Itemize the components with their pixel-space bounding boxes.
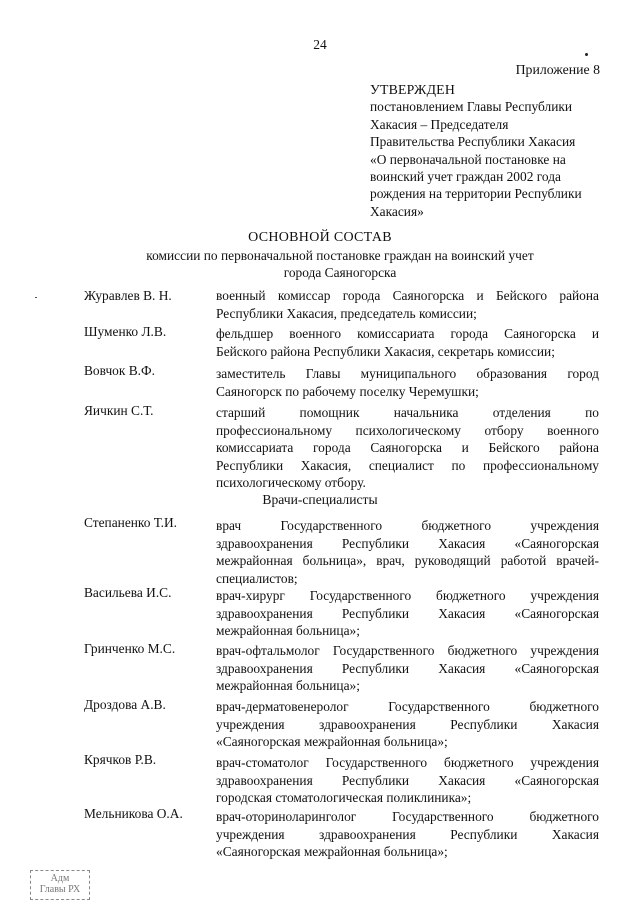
doctor-name: Гринченко М.С. [84, 641, 176, 656]
approval-line: «О первоначальной постановке на [370, 151, 566, 167]
member-role [216, 287, 599, 322]
role-line: врач-стоматолог Государственного бюджетного учреждения [216, 755, 599, 770]
member-name: Шуменко Л.В. [84, 324, 167, 339]
document-title: ОСНОВНОЙ СОСТАВ [248, 230, 392, 245]
registration-stamp [30, 870, 90, 900]
role-line: Саяногорск по рабочему поселку Черемушки; [216, 383, 479, 399]
role-line: врач-хирург Государственного бюджетного учреждения [216, 588, 599, 603]
role-line: учреждения здравоохранения Республики Хакасия [216, 716, 599, 732]
role-line: здравоохранения Республики Хакасия «Саяногорская [216, 605, 599, 621]
approval-line: Хакасия – Председателя [370, 116, 509, 132]
doctor-role [216, 642, 599, 695]
role-line: врач-дерматовенеролог Государственного бюджетного [216, 699, 599, 714]
doctor-name: Степаненко Т.И. [84, 515, 178, 530]
page-number: 24 [313, 37, 327, 52]
subtitle-line: комиссии по первоначальной постановке граждан на воинский учет [146, 248, 534, 263]
role-line: Республики Хакасия, председатель комиссии; [216, 305, 477, 321]
role-line: Республики Хакасия, специалист по профессиональному [216, 457, 599, 473]
member-name: Яичкин С.Т. [84, 403, 154, 418]
role-line: фельдшер военного комиссариата города Саяногорска и [216, 326, 599, 341]
section-heading: Врачи-специалисты [262, 492, 378, 507]
approval-line: Правительства Республики Хакасия [370, 134, 576, 150]
role-line: межрайонная больница»; [216, 678, 360, 694]
member-name: Вовчок В.Ф. [84, 363, 155, 378]
role-line: психологическому отбору. [216, 475, 366, 491]
role-line: здравоохранения Республики Хакасия «Саяногорская [216, 660, 599, 676]
doctor-name: Васильева И.С. [84, 585, 172, 600]
doctor-name: Дроздова А.В. [84, 697, 166, 712]
doctor-name: Мельникова О.А. [84, 806, 183, 821]
approval-line: постановлением Главы Республики [370, 99, 573, 115]
stamp-line: Главы РХ [39, 884, 81, 895]
role-line: профессиональному психологическому отбору военного [216, 422, 599, 438]
role-line: старший помощник начальника отделения по [216, 405, 599, 420]
role-line: комиссариата города Саяногорска и Бейского района [216, 440, 599, 456]
approval-line: воинский учет граждан 2002 года [370, 169, 561, 185]
member-role [216, 404, 599, 492]
role-line: «Саяногорская межрайонная больница»; [216, 734, 448, 750]
role-line: «Саяногорская межрайонная больница»; [216, 844, 448, 860]
approval-heading: УТВЕРЖДЕН [370, 82, 455, 97]
member-role [216, 325, 599, 360]
subtitle-line: города Саяногорска [283, 265, 397, 281]
role-line: учреждения здравоохранения Республики Хакасия [216, 826, 599, 842]
role-line: врач Государственного бюджетного учреждения [216, 518, 599, 533]
doctor-role [216, 517, 599, 587]
approval-line: рождения на территории Республики [370, 186, 582, 202]
doctor-name: Крячков Р.В. [84, 752, 157, 767]
role-line: врач-офтальмолог Государственного бюджетного учреждения [216, 643, 599, 658]
role-line: межрайонная больница», врач, руководящий работой врачей- [216, 553, 599, 569]
speck-mark [35, 297, 37, 298]
role-line: городская стоматологическая поликлиника»; [216, 790, 472, 806]
member-name: Журавлев В. Н. [84, 288, 172, 303]
member-role [216, 365, 599, 400]
role-line: военный комиссар города Саяногорска и Бейского района [216, 288, 599, 303]
doctor-role [216, 808, 599, 861]
speck-mark [585, 53, 588, 56]
role-line: здравоохранения Республики Хакасия «Саяногорская [216, 535, 599, 551]
doctor-role [216, 698, 599, 751]
role-line: здравоохранения Республики Хакасия «Саяногорская [216, 772, 599, 788]
approval-block [370, 81, 608, 220]
doctor-role [216, 587, 599, 640]
stamp-line: Адм [50, 873, 70, 884]
appendix-label: Приложение 8 [515, 62, 600, 77]
document-subtitle [0, 247, 640, 281]
role-line: Бейского района Республики Хакасия, секретарь комиссии; [216, 343, 555, 359]
approval-line: Хакасия» [370, 203, 424, 219]
role-line: специалистов; [216, 570, 298, 586]
doctor-role [216, 754, 599, 807]
role-line: заместитель Главы муниципального образования город [216, 366, 599, 381]
role-line: межрайонная больница»; [216, 623, 360, 639]
role-line: врач-оториноларинголог Государственного бюджетного [216, 809, 599, 824]
